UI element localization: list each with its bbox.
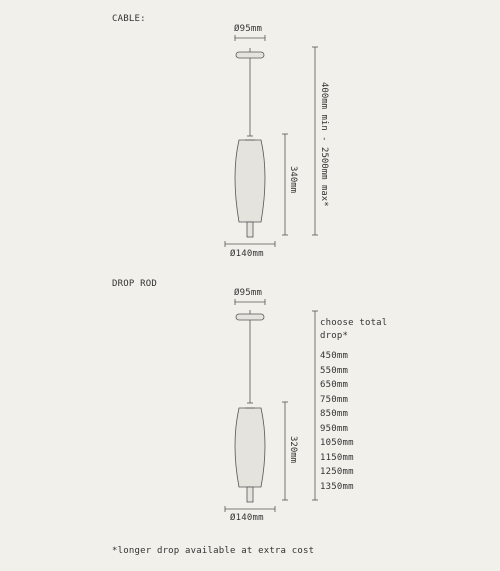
cable-shade-height-label: 340mm bbox=[288, 166, 298, 194]
cable-total-drop-label: 400mm min - 2500mm max* bbox=[319, 82, 329, 207]
cable-heading: CABLE: bbox=[112, 14, 146, 24]
drop-option: 1250mm bbox=[320, 467, 354, 477]
rod-shade bbox=[235, 408, 265, 487]
drop-option: 550mm bbox=[320, 365, 349, 376]
rod-canopy-dimension bbox=[235, 299, 265, 305]
drop-option: 950mm bbox=[320, 423, 349, 434]
drop-option: 750mm bbox=[320, 394, 349, 405]
cable-total-drop-dimension bbox=[312, 47, 318, 235]
footnote: *longer drop available at extra cost bbox=[112, 546, 315, 556]
rod-canopy-label: Ø95mm bbox=[234, 288, 263, 298]
rod-shade-dimension bbox=[225, 506, 275, 512]
drop-option: 450mm bbox=[320, 351, 349, 361]
cable-shade-dimension bbox=[225, 241, 275, 247]
drop-option: 1350mm bbox=[320, 481, 354, 492]
drop-option: 1050mm bbox=[320, 438, 354, 448]
rod-shade-height-label: 320mm bbox=[288, 436, 298, 464]
cable-canopy-label: Ø95mm bbox=[234, 24, 263, 34]
rod-shade-dia-label: Ø140mm bbox=[230, 513, 264, 523]
cable-canopy bbox=[236, 52, 264, 58]
rod-canopy bbox=[236, 314, 264, 320]
choose-label-line1: choose total bbox=[320, 318, 388, 328]
drop-rod-heading: DROP ROD bbox=[112, 279, 157, 289]
cable-shade bbox=[235, 140, 265, 222]
cable-canopy-dimension bbox=[235, 35, 265, 41]
choose-label-line2: drop* bbox=[320, 331, 349, 341]
cable-shade-dia-label: Ø140mm bbox=[230, 249, 264, 259]
rod-total-drop-dimension bbox=[312, 311, 318, 500]
drop-option: 650mm bbox=[320, 380, 349, 390]
drop-option: 1150mm bbox=[320, 452, 354, 463]
drop-option: 850mm bbox=[320, 409, 349, 419]
